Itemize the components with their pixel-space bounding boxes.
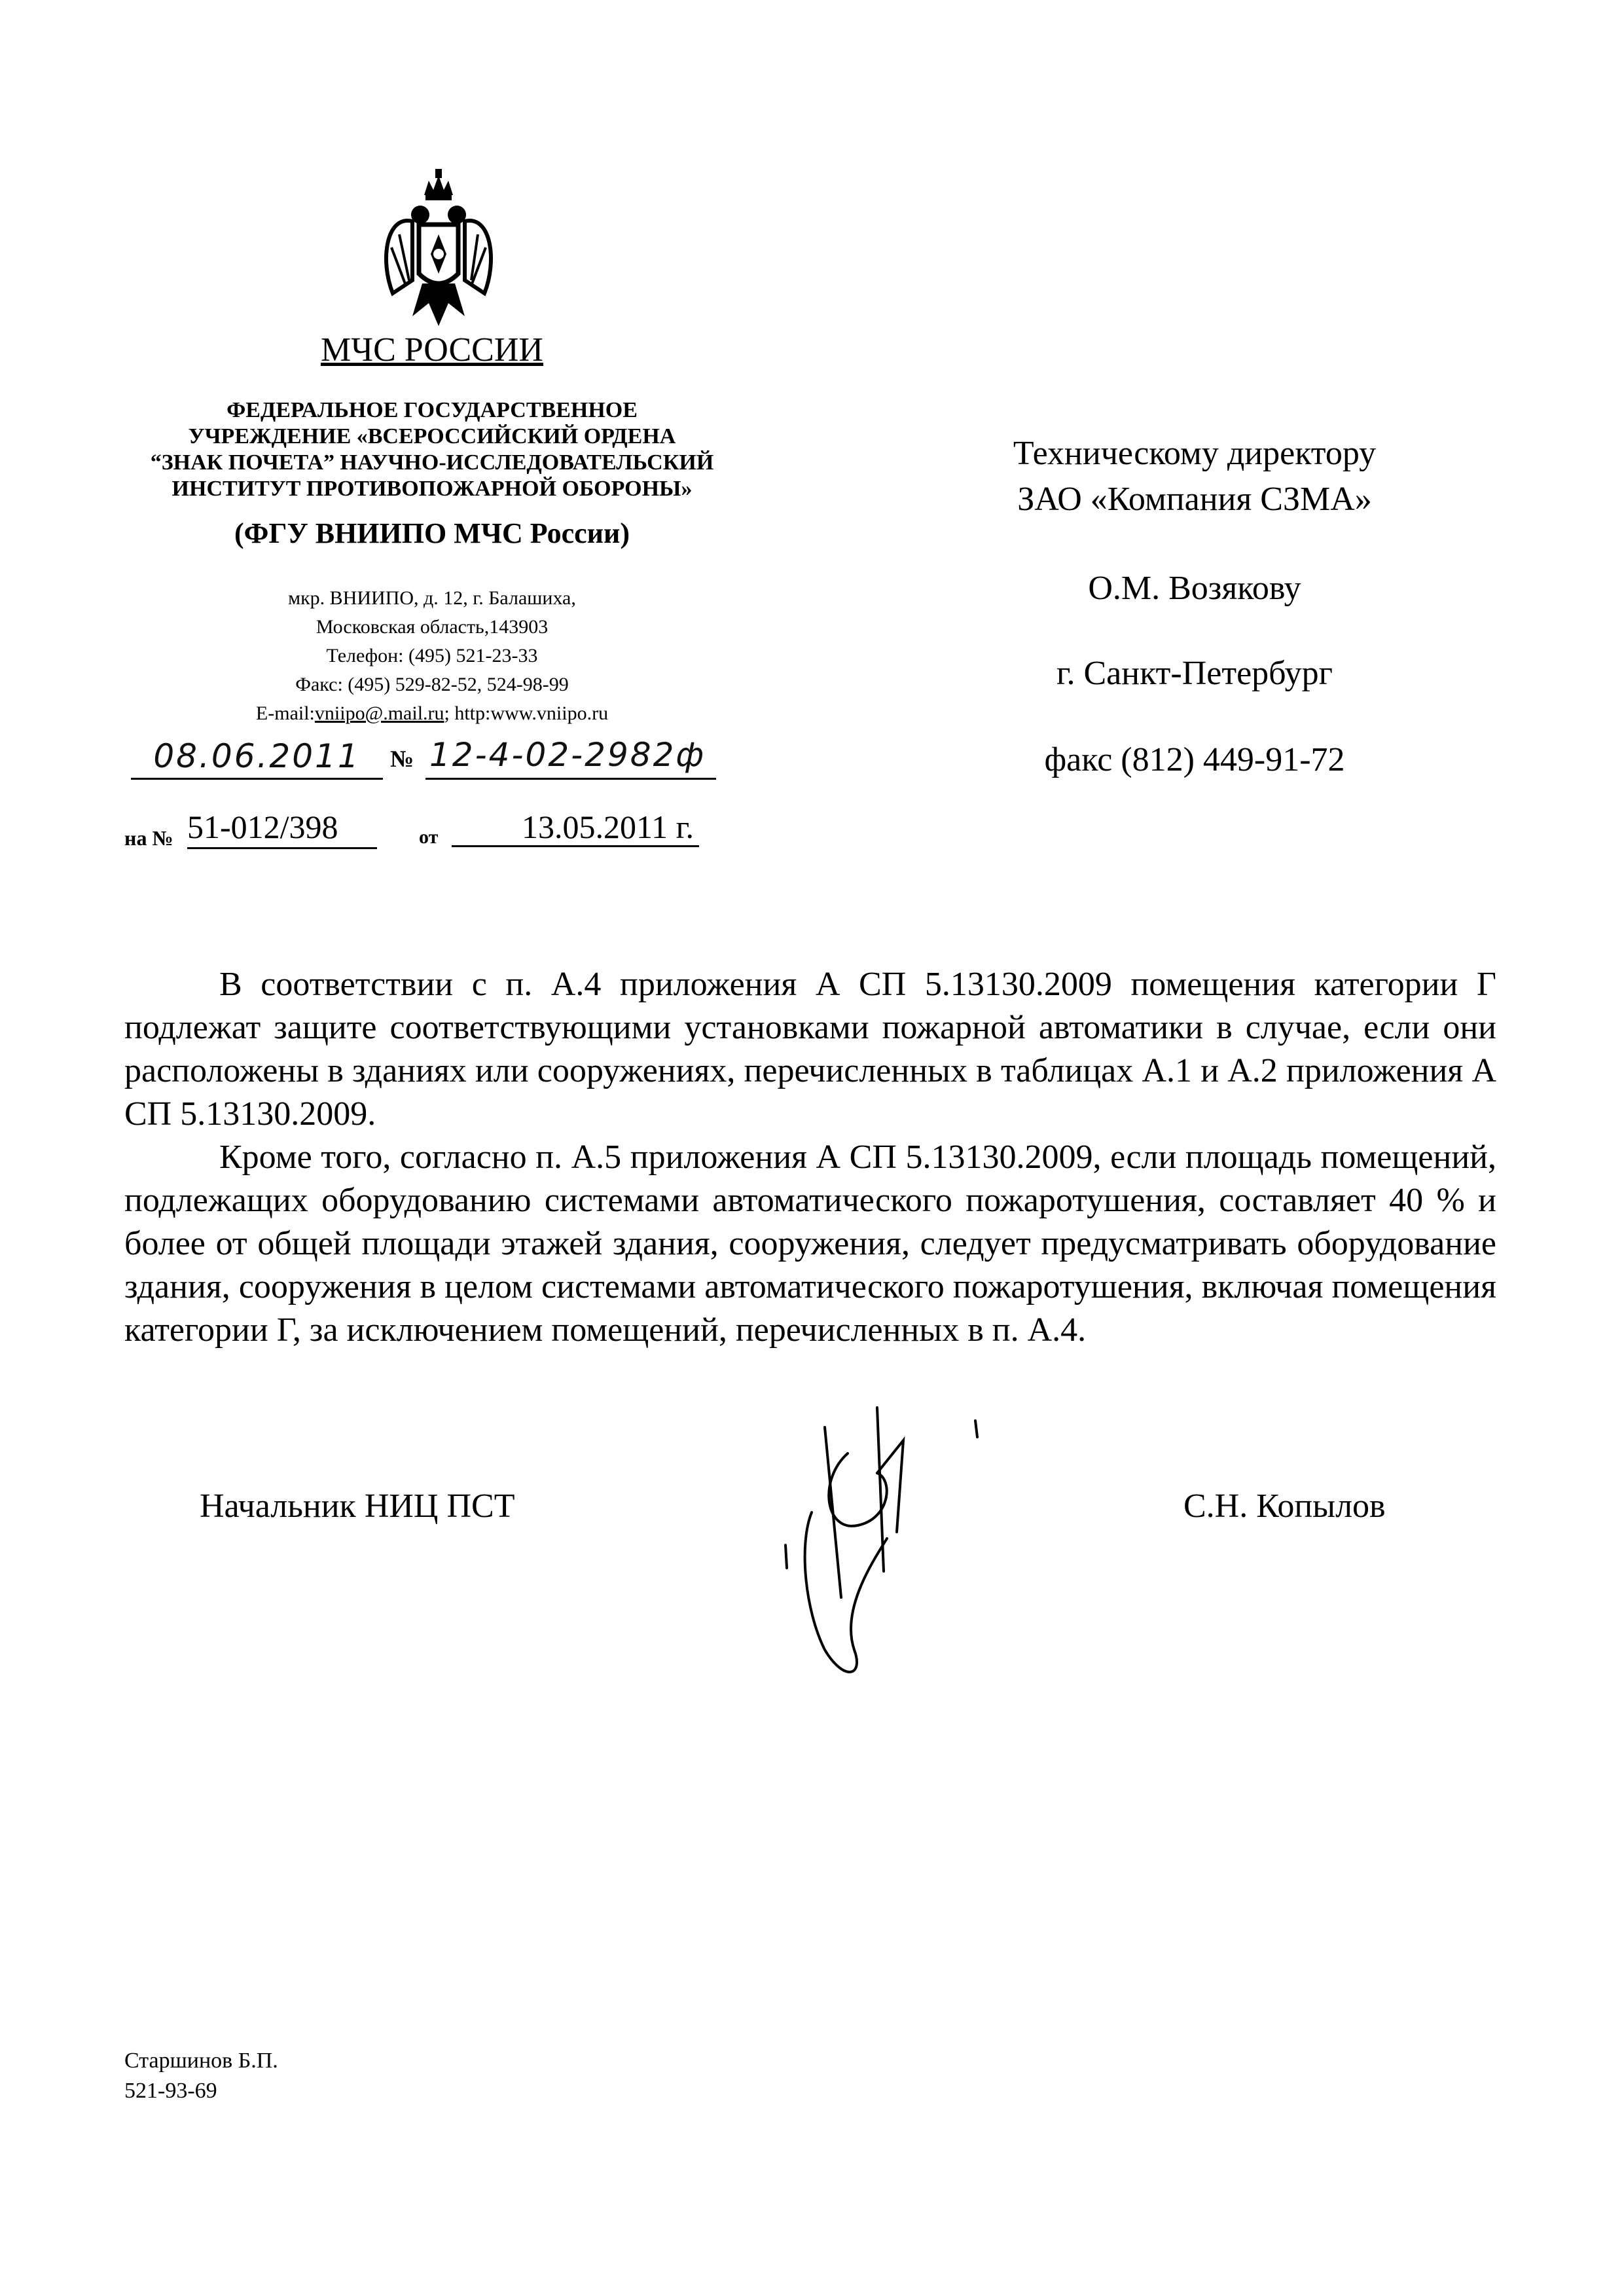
org-line: УЧРЕЖДЕНИЕ «ВСЕРОССИЙСКИЙ ОРДЕНА [188, 424, 676, 448]
org-line: “ЗНАК ПОЧЕТА” НАУЧНО-ИССЛЕДОВАТЕЛЬСКИЙ [150, 450, 714, 475]
signatory-name: С.Н. Копылов [1183, 1487, 1386, 1525]
email-web-line [128, 699, 736, 728]
fax-line: Факс: (495) 529-82-52, 524-98-99 [295, 674, 569, 695]
ministry-title: МЧС РОССИИ [321, 331, 543, 369]
email-label: E-mail: [255, 702, 315, 724]
executor-name: Старшинов Б.П. [124, 2049, 278, 2073]
addressee-position: Техническому директору [1013, 435, 1377, 472]
address-line: Московская область,143903 [316, 616, 549, 638]
reference-date-label: от [419, 826, 439, 848]
paragraph-text: Кроме того, согласно п. А.5 приложения А СП 5.13130.2009, если площадь помещений, подлежащих оборудованию системами автоматического пожаротушения, составляет 40 % и более от общей площади этажей здания, сооружения, следует предусматривать оборудование здания, сооружения в целом системами автоматического пожаротушения, включая помещения категории Г, за исключением помещений, перечисленных в п. А.4. [124, 1139, 1496, 1349]
body-paragraph-1 [124, 963, 1496, 1136]
body-paragraph-2 [124, 1136, 1496, 1352]
handwritten-signature-icon [779, 1401, 1015, 1689]
email-link[interactable]: vniipo@.mail.ru [314, 702, 444, 724]
web-address: ; http:www.vniipo.ru [444, 702, 609, 724]
signatory-position: Начальник НИЦ ПСТ [200, 1487, 515, 1525]
emblem-icon [373, 169, 504, 333]
reference-number: 51-012/398 [187, 807, 377, 849]
reference-date: 13.05.2011 г. [452, 807, 699, 847]
outgoing-number: 12-4-02-2982ф [425, 732, 716, 780]
reference-number-label: на № [124, 826, 173, 850]
organization-short-name: (ФГУ ВНИИПО МЧС России) [234, 517, 630, 549]
addressee-person: О.М. Возякову [1088, 570, 1301, 607]
addressee-city: г. Санкт-Петербург [1056, 655, 1333, 692]
executor-phone: 521-93-69 [124, 2079, 217, 2103]
address-line: мкр. ВНИИПО, д. 12, г. Балашиха, [288, 587, 576, 609]
organization-contacts [128, 584, 736, 728]
org-line: ФЕДЕРАЛЬНОЕ ГОСУДАРСТВЕННОЕ [226, 398, 638, 422]
organization-name [128, 397, 736, 502]
outgoing-number-label: № [390, 746, 414, 772]
paragraph-text: В соответствии с п. А.4 приложения А СП 5.13130.2009 помещения категории Г подлежат защите соответствующими установками пожарной автоматики в случае, если они расположены в зданиях или сооружениях, перечисленных в таблицах А.1 и А.2 приложения А СП 5.13130.2009. [124, 966, 1496, 1133]
org-line: ИНСТИТУТ ПРОТИВОПОЖАРНОЙ ОБОРОНЫ» [171, 477, 693, 501]
addressee-company: ЗАО «Компания СЗМА» [1017, 481, 1372, 518]
outgoing-date: 08.06.2011 [131, 735, 383, 780]
phone-line: Телефон: (495) 521-23-33 [326, 645, 538, 666]
addressee-fax: факс (812) 449-91-72 [1044, 741, 1345, 778]
